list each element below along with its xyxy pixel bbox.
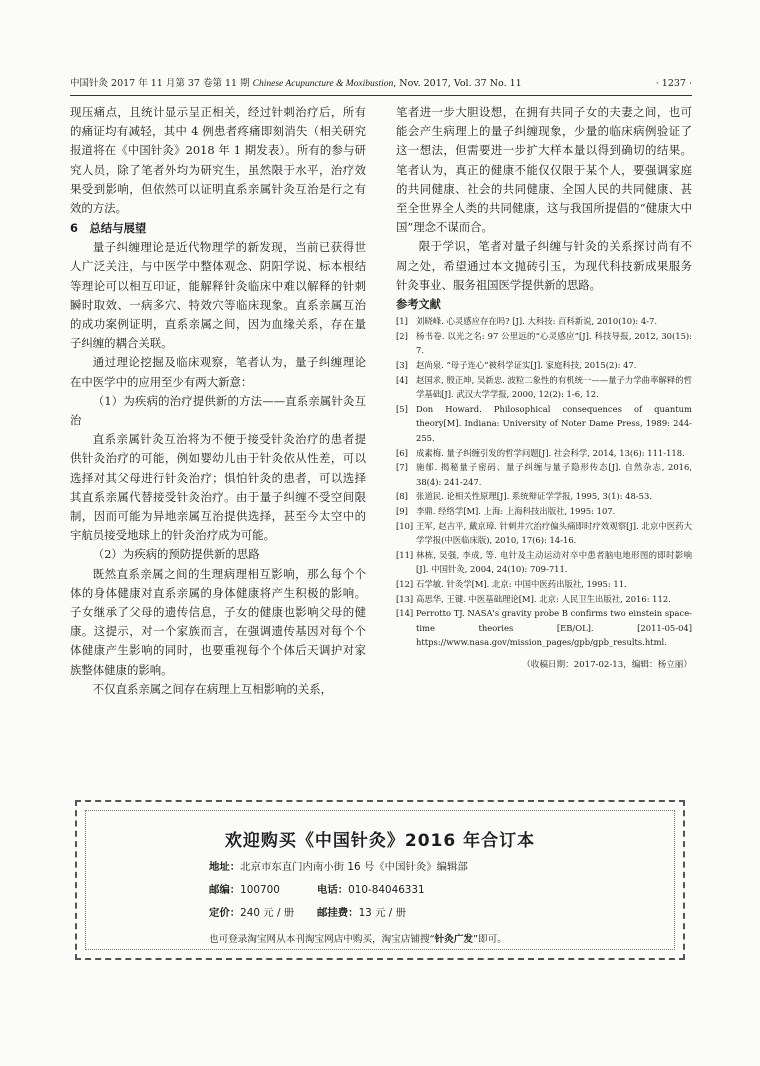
ad-address (209, 858, 468, 873)
reference-item (396, 489, 692, 504)
reference-number: [10] (396, 520, 414, 531)
paragraph: 不仅直系亲属之间存在病理上互相影响的关系， (92, 681, 333, 696)
reference-number: [2] (396, 330, 408, 341)
reference-text: 赵尚泉. “母子连心”被科学证实[J]. 家庭科技, 2015(2): 47. (416, 360, 637, 371)
reference-item (396, 548, 692, 577)
running-header (70, 74, 692, 94)
reference-item (396, 460, 692, 489)
ad-address-label: 地址： (209, 861, 241, 873)
reference-number: [1] (396, 316, 408, 327)
reference-text: 李鼎. 经络学[M]. 上海: 上海科技出版社, 1995: 107. (416, 505, 616, 516)
reference-list (396, 314, 692, 650)
paragraph: 直系亲属针灸互治将为不便于接受针灸治疗的患者提供针灸治疗的可能，例如婴幼儿由于针灸依从性差，可以选择对其父母进行针灸治疗；惧怕针灸的患者，可以选择其直系亲属代替接受针灸治疗。由于量子纠缠不受空间限制，因而可能为异地亲属互治提供选择，甚至今太空中的宇航员接受地球上的针灸治疗成为可能。 (70, 432, 366, 543)
reference-item (396, 446, 692, 461)
reference-number: [14] (396, 608, 414, 619)
reference-number: [6] (396, 447, 408, 458)
paragraph: 笔者进一步大胆设想，在拥有共同子女的夫妻之间，也可能会产生病理上的量子纠缠现象，少量的临床病例验证了这一想法，但需要进一步扩大样本量以得到确切的结果。笔者认为，真正的健康不能仅仅限于某个人，要强调家庭的共同健康、社会的共同健康、全国人民的共同健康、甚至全世界全人类的共同健康，这与我国所提倡的“健康大中国”理念不谋而合。 (396, 105, 692, 235)
ad-title: 欢迎购买《中国针灸》2016 年合订本 (224, 831, 536, 851)
ad-address-value: 北京市东直门内南小街 16 号《中国针灸》编辑部 (240, 861, 468, 873)
section-title: 6 总结与展望 (70, 221, 147, 236)
reference-item (396, 577, 692, 592)
reference-item (396, 592, 692, 607)
header-rule (70, 95, 692, 96)
issue-en: , Nov. 2017, Vol. 37 No. 11 (393, 78, 522, 89)
references-title: 参考文献 (396, 298, 441, 312)
reference-number: [12] (396, 578, 414, 589)
reference-item (396, 314, 692, 329)
subheading: （2）为疾病的预防提供新的思路 (92, 547, 260, 562)
subheading: （1）为疾病的治疗提供新的方法——直系亲属针灸互治 (70, 393, 366, 428)
reference-text: 赵国求, 殷正坤, 吴新忠. 波粒二象性的有机统一——量子力学曲率解释的哲学基础[J]. 武汉大学学报, 2000, 12(2): 1-6, 12. (416, 374, 692, 400)
ad-postage-label: 邮挂费： (317, 907, 359, 919)
ad-phone-label: 电话： (317, 884, 349, 896)
right-column (396, 103, 692, 675)
ad-note (209, 931, 507, 945)
reference-number: [9] (396, 505, 408, 516)
ad-postage-value: 13 元 / 册 (358, 907, 406, 919)
reference-text: 施郁. 揭秘量子密码、量子纠缠与量子隐形传态[J]. 自然杂志, 2016, 38(4): 241-247. (416, 462, 692, 487)
reference-item (396, 329, 692, 358)
reference-item (396, 402, 692, 446)
ad-zip (209, 881, 280, 896)
journal-en: Chinese Acupuncture & Moxibustion (252, 79, 394, 89)
journal-cn: 中国针灸 2017 年 11 月第 37 卷第 11 期 (70, 78, 253, 89)
reference-number: [4] (396, 374, 408, 385)
reference-text: 王军, 赵吉平, 戴京璋. 针刺井穴治疗偏头痛即时疗效观察[J]. 北京中医药大学学报(中医临床版), 2010, 17(6): 14-16. (416, 520, 692, 546)
ad-phone-value: 010-84046331 (348, 884, 425, 896)
reference-text: 杨书卷. 以光之名: 97 公里远的“心灵感应”[J]. 科技导报, 2012, 30(15): 7. (416, 330, 692, 356)
reference-item (396, 504, 692, 519)
reference-text: 林栋, 吴强, 李成, 等. 电针及主动运动对卒中患者脑电地形图的即时影响[J]. 中国针灸, 2004, 24(10): 709-711. (416, 549, 692, 575)
advertisement-box (75, 800, 685, 960)
paragraph: 现压痛点，且统计显示呈正相关，经过针刺治疗后，所有的痛证均有减轻，其中 4 例患者疼痛即刻消失（相关研究报道将在《中国针灸》2018 年 1 期发表）。所有的参与研究人员，除了笔者外均为研究生，虽然限于水平，治疗效果受到影响，但依然可以证明直系亲属针灸互治是行之有效的方法。 (70, 105, 366, 216)
ad-zip-label: 邮编： (209, 884, 241, 896)
ad-price-value: 240 元 / 册 (240, 907, 295, 919)
ad-price-label: 定价： (209, 907, 241, 919)
ad-note-pre: 也可登录淘宝网从本刊淘宝网店中购买，淘宝店铺搜“ (209, 934, 435, 945)
reference-text: Don Howard. Philosophical consequences of quantum theory[M]. Indiana: University of Noter Dame Press, 1989: 244-255. (416, 403, 692, 443)
received-date: （收稿日期：2017-02-13，编辑：杨立丽） (522, 659, 692, 670)
reference-item (396, 373, 692, 402)
reference-item (396, 519, 692, 548)
reference-text: 高思华, 王键. 中医基础理论[M]. 北京: 人民卫生出版社, 2016: 112. (416, 593, 671, 604)
reference-number: [8] (396, 491, 408, 502)
paragraph: 量子纠缠理论是近代物理学的新发现，当前已获得世人广泛关注，与中医学中整体观念、阴阳学说、标本根结等理论可以相互印证，能解释针灸临床中难以解释的针刺瞬时取效、一病多穴、特效穴等临床现象。直系亲属互治的成功案例证明，直系亲属之间，因为血缘关系，存在量子纠缠的耦合关联。 (70, 240, 366, 351)
ad-price (209, 904, 294, 919)
reference-text: 成素梅. 量子纠缠引发的哲学问题[J]. 社会科学, 2014, 13(6): 111-118. (416, 447, 685, 458)
reference-text: Perrotto TJ. NASA's gravity probe B confirms two einstein space-time theories [EB/OL]. [2011-05-04] https://www.nasa.gov/mission_pages/gpb/gpb_results.html. (416, 608, 692, 648)
reference-number: [11] (396, 549, 414, 560)
paragraph: 限于学识，笔者对量子纠缠与针灸的关系探讨尚有不周之处，希望通过本文抛砖引玉，为现代科技新成果服务针灸事业、服务祖国医学提供新的思路。 (396, 239, 692, 292)
paragraph: 通过理论挖掘及临床观察，笔者认为，量子纠缠理论在中医学中的应用至少有两大新意： (70, 355, 366, 389)
left-column (70, 103, 366, 699)
ad-phone (317, 881, 425, 896)
reference-text: 石学敏. 针灸学[M]. 北京: 中国中医药出版社, 1995: 11. (416, 578, 627, 589)
ad-note-post: ”即可。 (473, 934, 507, 945)
reference-text: 刘晓峰. 心灵感应存在吗? [J]. 大科技: 百科新说, 2010(10): 4-7. (416, 316, 658, 327)
reference-number: [13] (396, 593, 414, 604)
ad-zip-value: 100700 (240, 884, 280, 896)
reference-number: [3] (396, 360, 408, 371)
reference-number: [5] (396, 403, 408, 414)
ad-postage (317, 904, 406, 919)
reference-item (396, 358, 692, 373)
reference-item (396, 606, 692, 650)
page-number: · 1237 · (655, 78, 692, 89)
paragraph: 既然直系亲属之间的生理病理相互影响，那么每个个体的身体健康对直系亲属的身体健康将产生积极的影响。子女继承了父母的遗传信息，子女的健康也影响父母的健康。这提示，对一个家族而言，在强调遗传基因对每个个体健康产生影响的同时，也要重视每个个体后天调护对家族整体健康的影响。 (70, 566, 366, 677)
journal-info (70, 74, 522, 94)
reference-number: [7] (396, 462, 408, 473)
reference-text: 张道民. 论相关性原理[J]. 系统辩证学学报, 1995, 3(1): 48-53. (416, 491, 652, 502)
ad-note-shop: 针灸广发 (434, 934, 474, 945)
